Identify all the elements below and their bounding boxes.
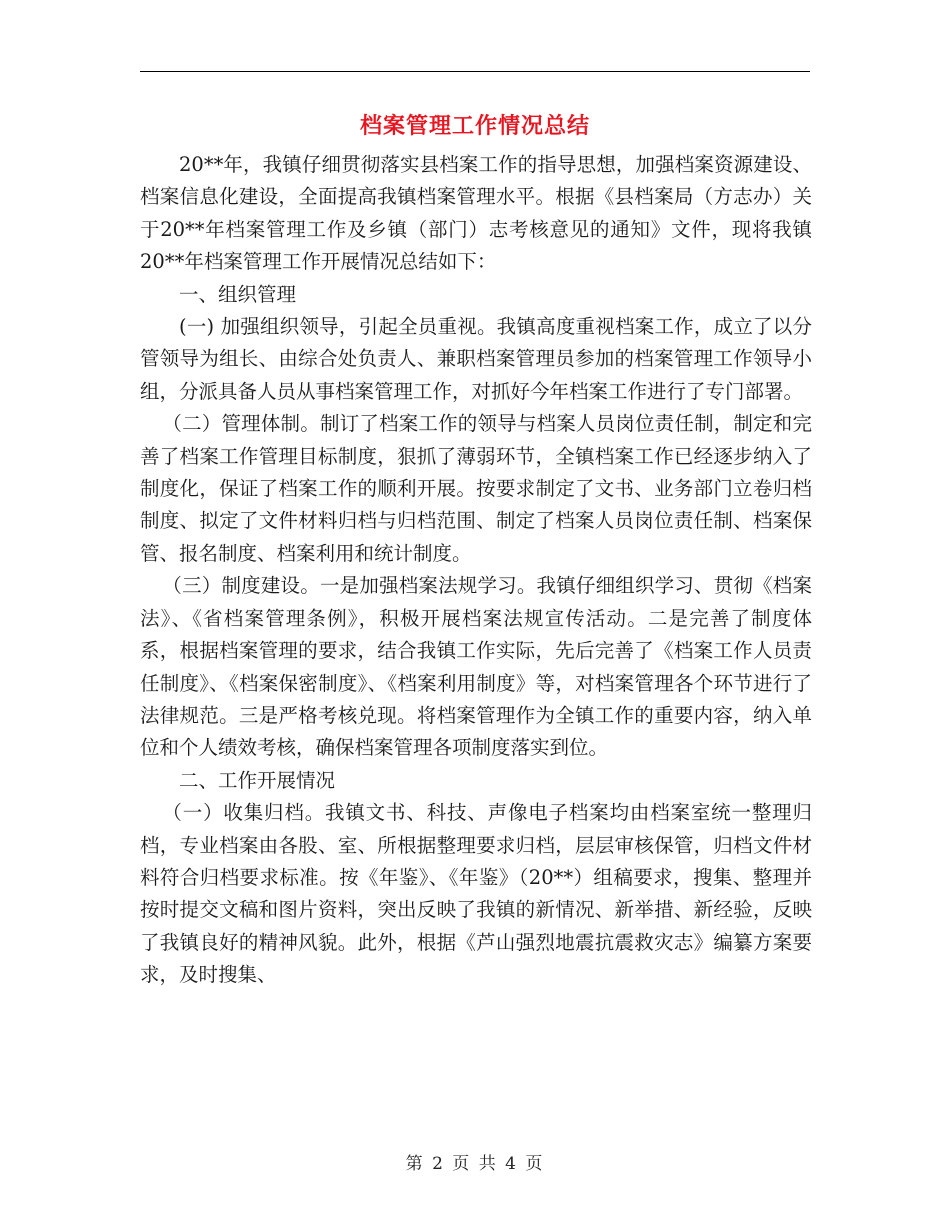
header-rule [140,71,810,72]
intro-paragraph: 20**年，我镇仔细贯彻落实县档案工作的指导思想，加强档案资源建设、档案信息化建设，全面提高我镇档案管理水平。根据《县档案局（方志办）关于20**年档案管理工作及乡镇（部门）志考核意见的通知》文件，现将我镇20**年档案管理工作开展情况总结如下： [140,153,812,274]
paragraph-institution-building: （三）制度建设。一是加强档案法规学习。我镇仔细组织学习、贯彻《档案法》、《省档案管理条例》，积极开展档案法规宣传活动。二是完善了制度体系，根据档案管理的要求，结合我镇工作实际，先后完善了《档案工作人员责任制度》、《档案保密制度》、《档案利用制度》等，对档案管理各个环节进行了法律规范。三是严格考核兑现。将档案管理作为全镇工作的重要内容，纳入单位和个人绩效考核，确保档案管理各项制度落实到位。 [140,574,812,760]
section-heading-organization: 一、组织管理 [179,282,297,306]
paragraph-collection-filing: （一）收集归档。我镇文书、科技、声像电子档案均由档案室统一整理归档，专业档案由各股、室、所根据整理要求归档，层层审核保管，归档文件材料符合归档要求标准。按《年鉴》、《年鉴》（20**）组稿要求，搜集、整理并按时提交文稿和图片资料，突出反映了我镇的新情况、新举措、新经验，反映了我镇良好的精神风貌。此外，根据《芦山强烈地震抗震救灾志》编纂方案要求，及时搜集、 [140,801,812,987]
section-heading-work-progress: 二、工作开展情况 [179,768,336,792]
document-title: 档案管理工作情况总结 [359,113,590,139]
paragraph-leadership: (一) 加强组织领导，引起全员重视。我镇高度重视档案工作，成立了以分管领导为组长、由综合处负责人、兼职档案管理员参加的档案管理工作领导小组，分派具备人员从事档案管理工作，对抓好今年档案工作进行了专门部署。 [140,315,812,403]
document-body [140,149,812,992]
page-number-footer: 第 2 页 共 4 页 [405,1154,545,1174]
paragraph-management-system: （二）管理体制。制订了档案工作的领导与档案人员岗位责任制，制定和完善了档案工作管理目标制度，狠抓了薄弱环节，全镇档案工作已经逐步纳入了制度化，保证了档案工作的顺利开展。按要求制定了文书、业务部门立卷归档制度、拟定了文件材料归档与归档范围、制定了档案人员岗位责任制、档案保管、报名制度、档案利用和统计制度。 [140,412,812,565]
